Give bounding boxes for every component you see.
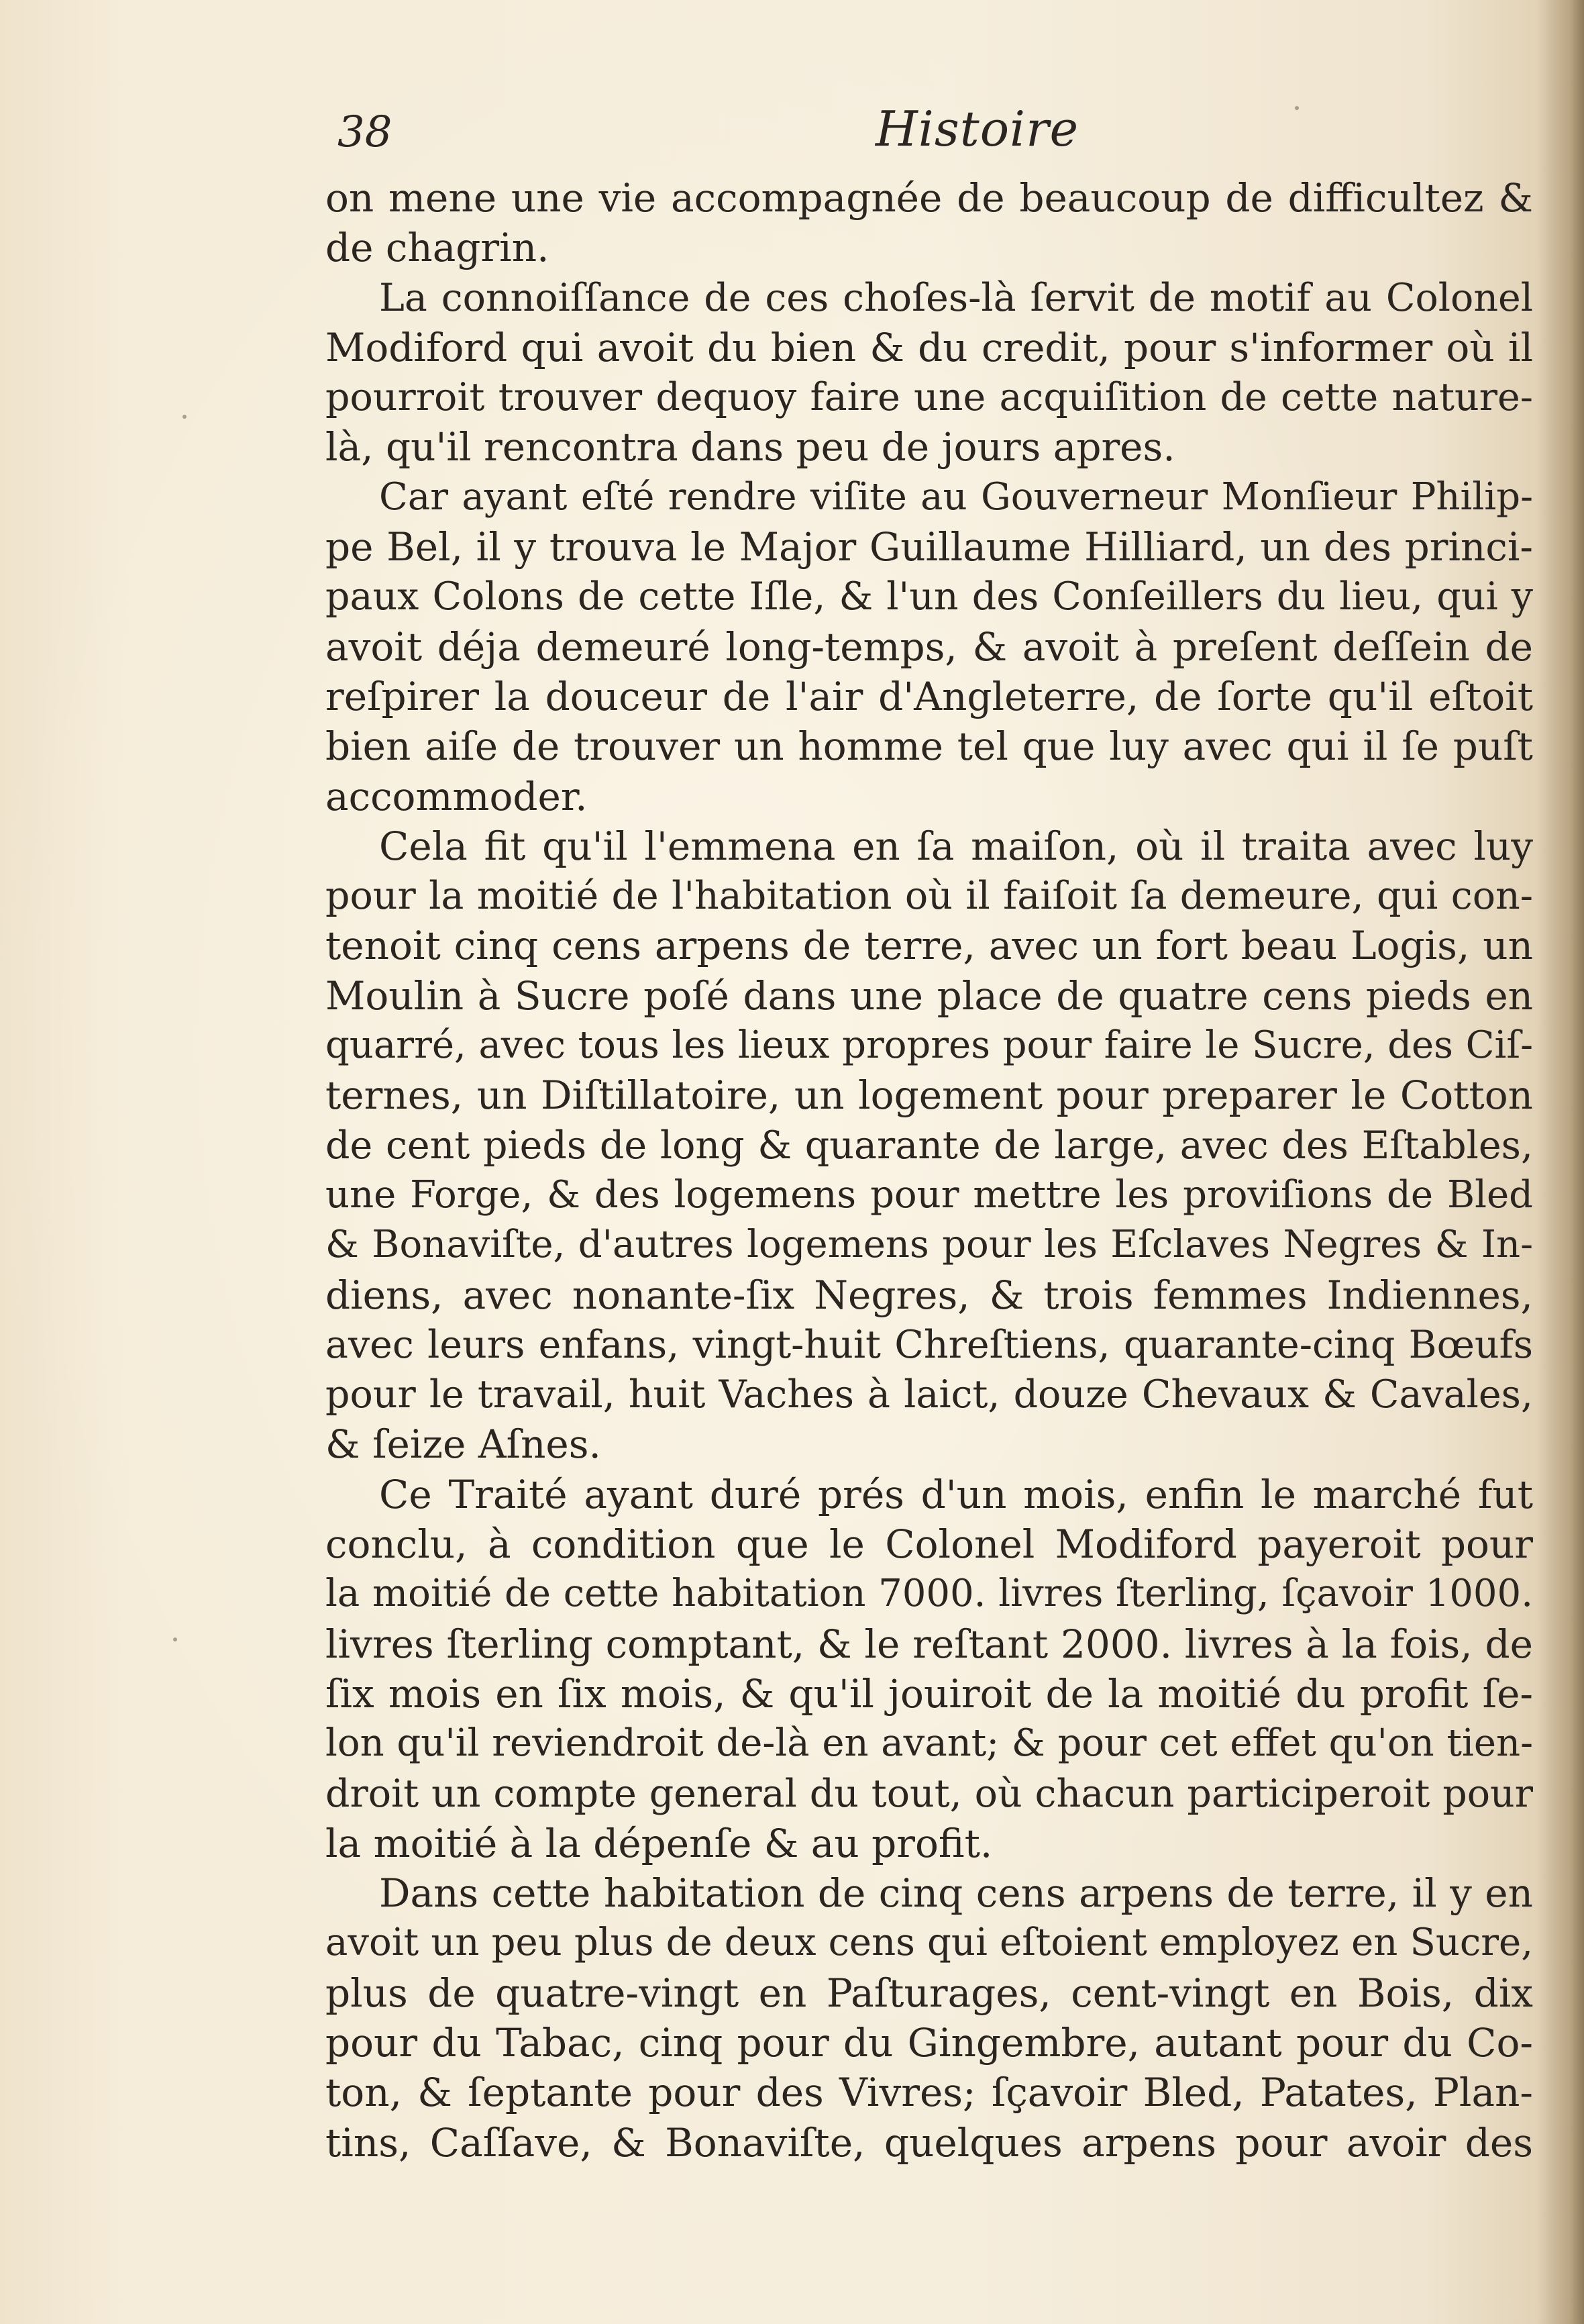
text-line: plus de quatre-vingt en Paſturages, cent-vingt en Bois, dix <box>325 1970 1533 2016</box>
text-line: pe Bel, il y trouva le Major Guillaume Hilliard, un des princi- <box>325 524 1533 570</box>
text-line: on mene une vie accompagnée de beaucoup de difficultez & <box>325 175 1533 221</box>
text-line: ternes, un Diſtillatoire, un logement pour preparer le Cotton <box>325 1072 1533 1119</box>
text-line: droit un compte general du tout, où chacun participeroit pour <box>325 1771 1533 1816</box>
text-line: tins, Caſſave, & Bonaviſte, quelques arpens pour avoir des <box>325 2119 1533 2166</box>
text-line: une Forge, & des logemens pour mettre les proviſions de Bled <box>325 1172 1533 1217</box>
text-line: ſix mois en ſix mois, & qu'il jouiroit de la moitié du profit ſe- <box>325 1670 1533 1717</box>
text-line: pourroit trouver dequoy faire une acquiſition de cette nature- <box>325 375 1533 420</box>
paper-speck <box>173 1637 177 1641</box>
text-line: & Bonaviſte, d'autres logemens pour les Eſclaves Negres & In- <box>325 1223 1533 1267</box>
paper-speck <box>1295 106 1299 110</box>
text-line: lon qu'il reviendroit de-là en avant; & pour cet effet qu'on tien- <box>325 1721 1533 1766</box>
text-line: Ce Traité ayant duré prés d'un mois, enfin le marché fut <box>379 1471 1533 1517</box>
text-line: paux Colons de cette Iſle, & l'un des Conſeillers du lieu, qui y <box>325 574 1533 619</box>
text-line: là, qu'il rencontra dans peu de jours apres. <box>325 424 1175 470</box>
text-line: bien aiſe de trouver un homme tel que luy avec qui il ſe puſt <box>325 723 1533 770</box>
page-number: 38 <box>337 107 392 157</box>
paper-speck <box>182 415 187 419</box>
text-line: de cent pieds de long & quarante de large, avec des Eſtables, <box>325 1123 1533 1168</box>
text-line: de chagrin. <box>325 225 549 271</box>
text-line: avoit déja demeuré long-temps, & avoit à preſent deſſein de <box>325 623 1533 670</box>
text-line: tenoit cinq cens arpens de terre, avec un fort beau Logis, un <box>325 923 1533 969</box>
text-line: pour du Tabac, cinq pour du Gingembre, autant pour du Co- <box>325 2019 1533 2066</box>
text-line: Modiford qui avoit du bien & du credit, pour s'informer où il <box>325 324 1533 370</box>
page-header <box>332 101 1533 181</box>
text-line: pour le travail, huit Vaches à laict, douze Chevaux & Cavales, <box>325 1372 1533 1417</box>
text-line: Moulin à Sucre poſé dans une place de quatre cens pieds en <box>325 972 1533 1019</box>
text-line: livres ſterling comptant, & le reſtant 2000. livres à la fois, de <box>325 1621 1533 1667</box>
text-line: Dans cette habitation de cinq cens arpens de terre, il y en <box>379 1870 1533 1917</box>
body-text <box>325 173 1533 2168</box>
text-line: diens, avec nonante-ſix Negres, & trois femmes Indiennes, <box>325 1272 1533 1318</box>
text-line: avec leurs enfans, vingt-huit Chreſtiens, quarante-cinq Bœufs <box>325 1322 1533 1367</box>
text-line: ton, & ſeptante pour des Vivres; ſçavoir Bled, Patates, Plan- <box>325 2070 1533 2116</box>
text-line: accommoder. <box>325 773 588 819</box>
text-line: pour la moitié de l'habitation où il faiſoit ſa demeure, qui con- <box>325 874 1533 919</box>
text-line: avoit un peu plus de deux cens qui eſtoient employez en Sucre, <box>325 1921 1533 1965</box>
text-line: conclu, à condition que le Colonel Modiford payeroit pour <box>325 1521 1533 1568</box>
text-line: reſpirer la douceur de l'air d'Angleterre, de ſorte qu'il eſtoit <box>325 673 1533 719</box>
binding-gutter-shadow <box>1537 0 1584 2324</box>
text-line: Cela fit qu'il l'emmena en ſa maiſon, où il traita avec luy <box>379 823 1533 869</box>
text-line: la moitié à la dépenſe & au profit. <box>325 1820 993 1866</box>
text-line: La connoiſſance de ces choſes-là ſervit de motif au Colonel <box>379 275 1533 320</box>
text-line: Car ayant eſté rendre viſite au Gouverneur Monſieur Philip- <box>379 474 1533 519</box>
text-line: quarré, avec tous les lieux propres pour faire le Sucre, des Ciſ- <box>325 1023 1533 1068</box>
text-line: la moitié de cette habitation 7000. livres ſterling, ſçavoir 1000. <box>325 1572 1533 1616</box>
text-line: & ſeize Aſnes. <box>325 1421 601 1468</box>
running-title: Histoire <box>876 101 1079 157</box>
